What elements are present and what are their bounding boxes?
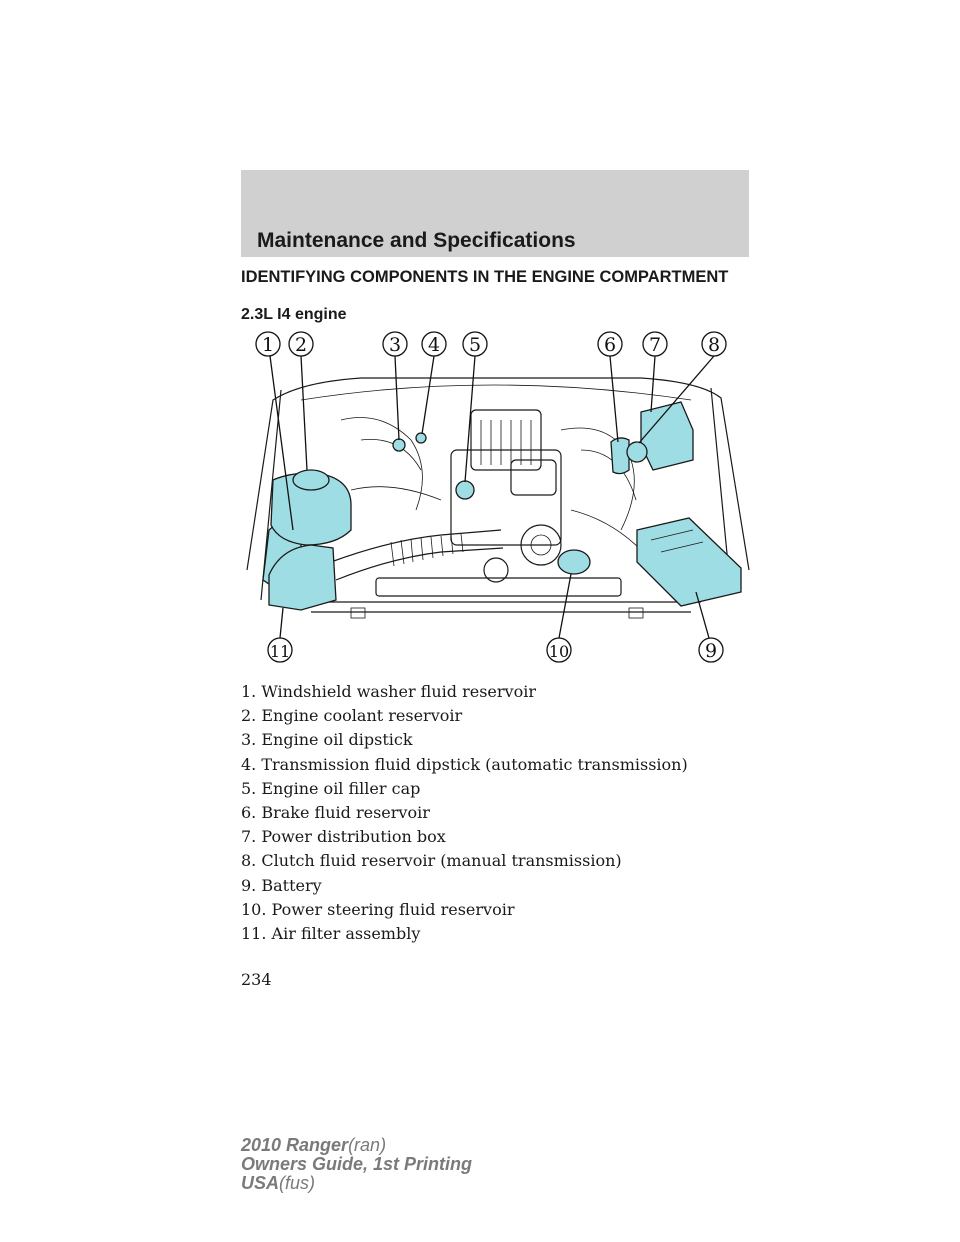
callout-3 <box>383 332 407 356</box>
oil-filler-cap-shape <box>456 481 474 499</box>
svg-text:10: 10 <box>548 642 570 661</box>
legend-item: 2. Engine coolant reservoir <box>241 706 463 726</box>
svg-text:4: 4 <box>427 334 441 356</box>
svg-text:9: 9 <box>704 640 718 662</box>
svg-text:7: 7 <box>648 334 662 356</box>
legend-item: 10. Power steering fluid reservoir <box>241 899 515 919</box>
clutch-reservoir-shape <box>627 442 647 462</box>
callout-8 <box>702 332 726 356</box>
svg-text:1: 1 <box>261 334 275 356</box>
transmission-dipstick-shape <box>416 433 426 443</box>
callout-4 <box>422 332 446 356</box>
power-steering-reservoir-shape <box>558 550 590 574</box>
footer-guide: Owners Guide, 1st Printing <box>241 1154 473 1174</box>
callout-6 <box>598 332 622 356</box>
engine-compartment-diagram <box>241 330 753 665</box>
legend-item: 8. Clutch fluid reservoir (manual transmission) <box>241 851 622 871</box>
svg-text:8: 8 <box>707 334 721 356</box>
page-header-title: Maintenance and Specifications <box>257 229 576 252</box>
legend-item: 7. Power distribution box <box>241 827 446 847</box>
legend-item: 3. Engine oil dipstick <box>241 730 413 750</box>
legend-item: 6. Brake fluid reservoir <box>241 802 430 822</box>
brake-reservoir-shape <box>611 438 629 474</box>
power-distribution-box-shape <box>641 402 693 470</box>
svg-text:5: 5 <box>468 334 482 356</box>
legend-item: 5. Engine oil filler cap <box>241 778 421 798</box>
svg-text:11: 11 <box>269 642 291 661</box>
callout-2 <box>289 332 313 356</box>
print-footer <box>241 1136 472 1193</box>
engine-label: 2.3L I4 engine <box>241 306 347 323</box>
svg-text:3: 3 <box>388 334 402 356</box>
footer-region-code: (fus) <box>279 1173 316 1193</box>
legend-item: 9. Battery <box>241 875 322 895</box>
callout-1 <box>256 332 280 356</box>
oil-dipstick-shape <box>393 439 405 451</box>
page-number: 234 <box>241 970 272 989</box>
callout-11 <box>268 638 292 662</box>
callout-7 <box>643 332 667 356</box>
callout-5 <box>463 332 487 356</box>
footer-region: USA <box>241 1173 280 1193</box>
legend-item: 4. Transmission fluid dipstick (automatic transmission) <box>241 754 688 774</box>
section-title: IDENTIFYING COMPONENTS IN THE ENGINE COMPARTMENT <box>241 268 729 286</box>
legend-item: 11. Air filter assembly <box>241 923 421 943</box>
svg-text:6: 6 <box>603 334 617 356</box>
callout-10 <box>547 638 571 662</box>
footer-model: 2010 Ranger <box>241 1135 349 1155</box>
footer-model-code: (ran) <box>348 1135 387 1155</box>
component-legend <box>241 680 688 946</box>
svg-text:2: 2 <box>294 334 308 356</box>
callout-9 <box>699 638 723 662</box>
coolant-cap-shape <box>293 470 329 490</box>
header-band <box>241 170 749 257</box>
legend-item: 1. Windshield washer fluid reservoir <box>241 682 536 701</box>
